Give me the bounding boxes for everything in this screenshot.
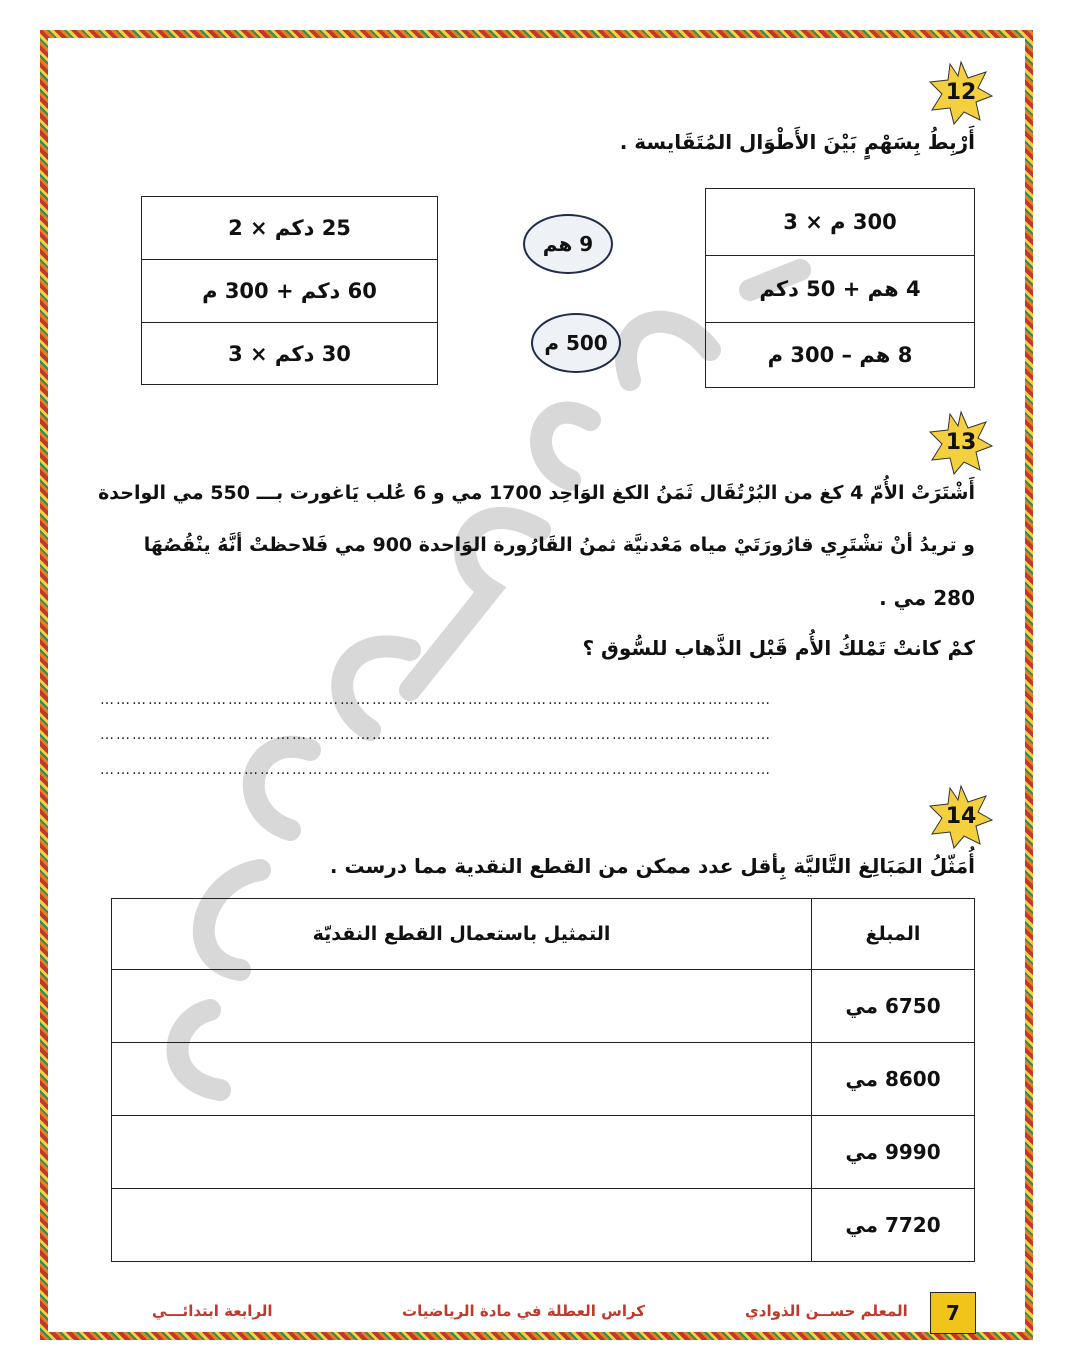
length-oval-2: 500 م	[531, 313, 621, 373]
q13-line-1: أَشْتَرَتْ الأُمّ 4 كغ من البُرْتُقَال ثَمَنُ الكغ الوَاحِد 1700 مي و 6 عُلب يَاغورت بـــ 550 مي الواحدة	[98, 482, 975, 504]
question-number-badge-12	[928, 60, 994, 126]
right-expression-3: 8 هم – 300 م	[706, 323, 975, 388]
left-expression-3: 30 دكم × 3	[142, 323, 438, 385]
question-number: 14	[945, 804, 977, 829]
amount-cell: 9990 مي	[812, 1116, 975, 1189]
representation-cell[interactable]	[112, 970, 812, 1043]
right-expressions-box	[705, 188, 975, 388]
q13-line-2: و تريدُ أنْ تشْتَرِي قارُورَتَيْ مياه مَعْدنيَّة ثمنُ القَارُورة الوَاحدة 900 مي فَلاحظتْ أنَّهُ ينْقُصُهَا	[143, 534, 975, 556]
q14-instruction: أُمَثّلُ المَبَالِغ التَّاليَّة بِأقل عدد ممكن من القطع النقدية مما درست .	[329, 854, 975, 878]
table-row	[112, 970, 975, 1043]
question-number: 13	[945, 430, 977, 455]
answer-line-3[interactable]: ………………………………………………………………………………………………………………	[100, 762, 772, 778]
amount-cell: 6750 مي	[812, 970, 975, 1043]
left-expression-2: 60 دكم + 300 م	[142, 260, 438, 323]
footer-subject: كراس العطلة في مادة الرياضيات	[402, 1302, 646, 1320]
table-row	[112, 1043, 975, 1116]
answer-line-2[interactable]: ………………………………………………………………………………………………………………	[100, 727, 772, 743]
answer-line-1[interactable]: ………………………………………………………………………………………………………………	[100, 692, 772, 708]
footer-teacher: المعلم حســن الذوادي	[745, 1302, 908, 1320]
table-row	[112, 1189, 975, 1262]
footer-grade: الرابعة ابتدائـــي	[152, 1302, 273, 1320]
page-number: 7	[930, 1292, 976, 1334]
question-number: 12	[945, 80, 977, 105]
amount-cell: 7720 مي	[812, 1189, 975, 1262]
representation-cell[interactable]	[112, 1116, 812, 1189]
q13-question: كمْ كانتْ تَمْلكُ الأُم قَبْل الذَّهاب للسُّوق ؟	[582, 636, 975, 660]
money-representation-table	[111, 898, 975, 1262]
question-number-badge-13	[928, 410, 994, 476]
left-expression-1: 25 دكم × 2	[142, 197, 438, 260]
representation-cell[interactable]	[112, 1189, 812, 1262]
representation-cell[interactable]	[112, 1043, 812, 1116]
column-header-representation: التمثيل باستعمال القطع النقديّة	[112, 899, 812, 970]
right-expression-2: 4 هم + 50 دكم	[706, 256, 975, 323]
table-header-row	[112, 899, 975, 970]
column-header-amount: المبلغ	[812, 899, 975, 970]
left-expressions-box	[141, 196, 438, 385]
right-expression-1: 300 م × 3	[706, 189, 975, 256]
question-number-badge-14	[928, 784, 994, 850]
amount-cell: 8600 مي	[812, 1043, 975, 1116]
table-row	[112, 1116, 975, 1189]
q13-line-3: 280 مي .	[879, 586, 975, 610]
q12-instruction: أَرْبِطُ بِسَهْمٍ بَيْنَ الأَطْوَال المُتَقَايسة .	[619, 130, 975, 154]
length-oval-1: 9 هم	[523, 214, 613, 274]
